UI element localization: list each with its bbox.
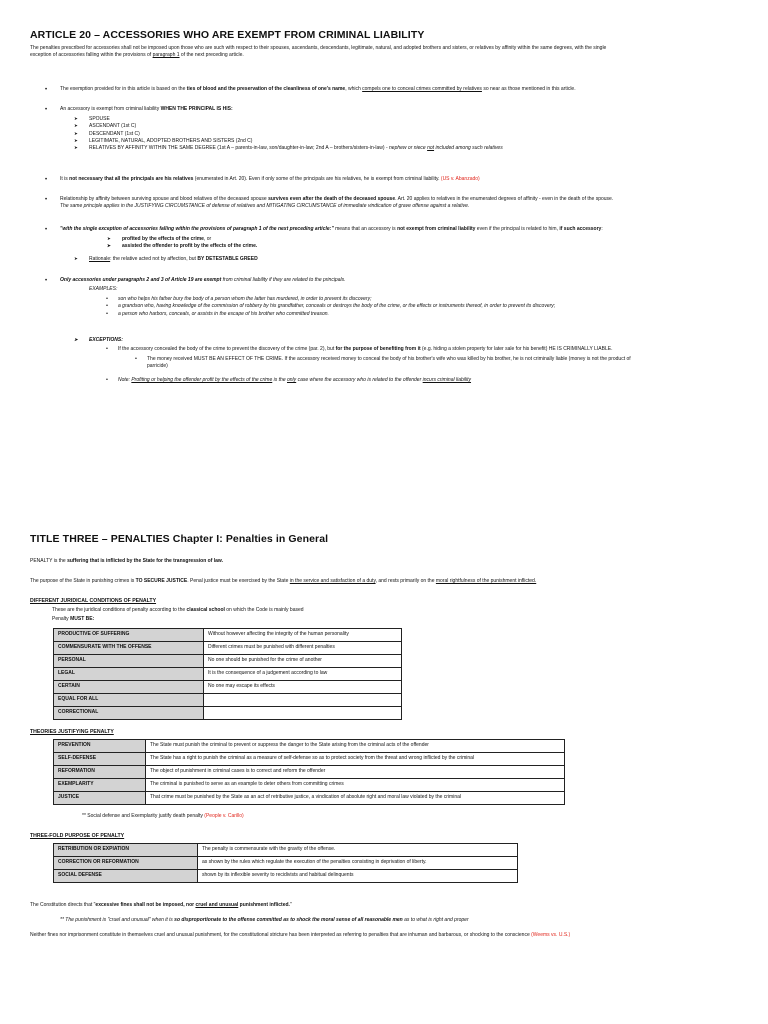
table-value-cell: The State must punish the criminal to prevent or suppress the danger to the State arising from the criminal acts of the offender — [146, 740, 565, 753]
condition-row — [54, 681, 402, 694]
table-value-cell: That crime must be punished by the State as an act of retributive justice, a vindication of absolute right and moral law violated by the criminal — [146, 792, 565, 805]
relative-item: ➤ ASCENDANT (1st C) — [89, 123, 739, 130]
table-value-cell: shown by its inflexible severity to recidivists and habitual delinquents — [198, 870, 518, 883]
table-key-cell: COMMENSURATE WITH THE OFFENSE — [54, 642, 204, 655]
table-key-cell: EQUAL FOR ALL — [54, 694, 204, 707]
example-item: • a person who harbors, conceals, or assists in the escape of his brother who committed treason. — [118, 311, 738, 318]
article-intro: The penalties prescribed for accessories shall not be imposed upon those who are such with respect to their spouses, ascendants, descendants, legitimate, natural, and adopted brothers and sisters, or relatives by affinity within the same degrees, with the single exception of accessories falling within the provisions of paragraph 1 of the next preceding article. — [30, 45, 607, 59]
exceptions-label: ➤ EXCEPTIONS: — [89, 337, 123, 344]
bullet-only-accessories: • Only accessories under paragraphs 2 and 3 of Article 19 are exempt from criminal liability if they are related to the principals. — [60, 277, 740, 284]
table-key-cell: CORRECTION OR REFORMATION — [54, 857, 198, 870]
exception-conditions: ➤ profited by the effects of the crime, or ➤ assisted the offender to profit by the effects of the crime. — [122, 236, 722, 251]
examples-label: EXAMPLES: — [89, 286, 118, 292]
relative-item: ➤ DESCENDANT (1st C) — [89, 131, 739, 138]
theories-table — [53, 739, 565, 805]
condition-row — [54, 655, 402, 668]
table-value-cell: The criminal is punished to serve as an example to deter others from committing crimes — [146, 779, 565, 792]
must-be-line: Penalty MUST BE: — [52, 616, 95, 622]
table-value-cell: The penalty is commensurate with the gravity of the offense. — [198, 844, 518, 857]
table-key-cell: SELF-DEFENSE — [54, 753, 146, 766]
bullet-single-exception: • "with the single exception of accessories falling within the provisions of paragraph 1 of the next preceding article:" means that an accessory is not exempt from criminal liability even if the principal is related to him, if such accessory: — [60, 226, 740, 233]
table-key-cell: SOCIAL DEFENSE — [54, 870, 198, 883]
conditions-intro: These are the juridical conditions of penalty according to the classical school on which the Code is mainly based — [52, 607, 304, 613]
threefold-heading: THREE-FOLD PURPOSE OF PENALTY — [30, 833, 125, 839]
table-value-cell: The object of punishment in criminal cases is to correct and reform the offender — [146, 766, 565, 779]
theories-heading: THEORIES JUSTIFYING PENALTY — [30, 729, 114, 735]
neither-fines-line: Neither fines nor imprisonment constitute in themselves cruel and unusual punishment, for the constitutional stricture has been interpreted as referring to penalties that are inhuman and barbarous, or shocking to the conscience (Weems vs. U.S.) — [30, 932, 571, 938]
purpose-paragraph: The purpose of the State in punishing crimes is TO SECURE JUSTICE. Penal justice must be exercised by the State in the service and satisfaction of a duty, and rests primarily on the moral rightfulness of the punishment inflicted. — [30, 578, 537, 584]
condition-row — [54, 668, 402, 681]
condition-row — [54, 629, 402, 642]
article-title: ARTICLE 20 – ACCESSORIES WHO ARE EXEMPT FROM CRIMINAL LIABILITY — [30, 29, 425, 41]
table-key-cell: EXEMPLARITY — [54, 779, 146, 792]
table-value-cell: Without however affecting the integrity of the human personality — [204, 629, 402, 642]
table-key-cell: PERSONAL — [54, 655, 204, 668]
threefold-table — [53, 843, 518, 883]
conditions-table — [53, 628, 402, 720]
theory-row — [54, 753, 565, 766]
table-value-cell: The State has a right to punish the criminal as a measure of self-defense so as to protect society from the threat and wrong inflicted by the criminal — [146, 753, 565, 766]
purpose-row — [54, 844, 518, 857]
table-value-cell — [204, 694, 402, 707]
table-value-cell: Different crimes must be punished with different penalties — [204, 642, 402, 655]
relative-item-affinity: ➤ RELATIVES BY AFFINITY WITHIN THE SAME DEGREE (1st A – parents-in-law, son/daughter-in-law; 2nd A – brothers/sisters-in-law) - nephew or niece not included among such relatives — [89, 145, 739, 152]
example-item: • a grandson who, having knowledge of the commission of robbery by his grandfather, conceals or destroys the body of the crime, or the effects or instruments thereof, in order to prevent its discovery; — [118, 303, 738, 310]
rationale: ➤ Rationale: the relative acted not by affection, but BY DETESTABLE GREED — [89, 256, 729, 263]
penalty-definition: PENALTY is the suffering that is inflicted by the State for the transgression of law. — [30, 558, 224, 564]
purpose-row — [54, 870, 518, 883]
cruel-unusual-note: ** The punishment is "cruel and unusual" when it is so disproportionate to the offense committed as to shock the moral sense of all reasonable men as to what is right and proper — [60, 917, 469, 923]
note-item: • Note: Profiting or helping the offender profit by the effects of the crime is the only case where the accessory who is related to the offender incurs criminal liability — [118, 377, 738, 384]
table-key-cell: JUSTICE — [54, 792, 146, 805]
bullet-not-all-principals: • It is not necessary that all the principals are his relatives (enumerated in Art. 20). Even if only some of the principals are his relatives, he is exempt from criminal liability. (US v. Abanzado) — [60, 176, 740, 183]
example-item: • son who helps his father bury the body of a person whom the latter has murdered, in order to prevent its discovery; — [118, 296, 738, 303]
exception-item-1: • If the accessory concealed the body of the crime to prevent the discovery of the crime (par. 2), but for the purpose of benefiting from it (e.g. hiding a stolen property for later sale for his benefit) HE IS CRIMINALLY LIABLE. — [118, 346, 738, 353]
table-key-cell: LEGAL — [54, 668, 204, 681]
table-key-cell: PRODUCTIVE OF SUFFERING — [54, 629, 204, 642]
bullet-exempt-when: • An accessory is exempt from criminal liability WHEN THE PRINCIPAL IS HIS: — [60, 106, 740, 113]
table-key-cell: PREVENTION — [54, 740, 146, 753]
table-value-cell: as shown by the rules which regulate the execution of the penalties consisting in deprivation of liberty. — [198, 857, 518, 870]
conditions-heading: DIFFERENT JURIDICAL CONDITIONS OF PENALTY — [30, 598, 157, 604]
table-key-cell: CERTAIN — [54, 681, 204, 694]
condition-row — [54, 707, 402, 720]
table-key-cell: RETRIBUTION OR EXPIATION — [54, 844, 198, 857]
purpose-row — [54, 857, 518, 870]
theory-row — [54, 779, 565, 792]
theory-row — [54, 740, 565, 753]
table-value-cell: No one should be punished for the crime of another — [204, 655, 402, 668]
table-key-cell: CORRECTIONAL — [54, 707, 204, 720]
table-value-cell: It is the consequence of a judgement according to law — [204, 668, 402, 681]
relative-item: ➤ SPOUSE — [89, 116, 739, 123]
condition-row — [54, 642, 402, 655]
bullet-exemption-basis: • The exemption provided for in this article is based on the ties of blood and the preservation of the cleanliness of one's name, which compels one to conceal crimes committed by relatives so near as those mentioned in this article. — [60, 86, 740, 93]
theory-row — [54, 766, 565, 779]
table-value-cell: No one may escape its effects — [204, 681, 402, 694]
exception-sub-item: • The money received MUST BE AN EFFECT OF THE CRIME. If the accessory received money to conceal the body of his brother's wife who was killed by his brother, he is not criminally liable (money is not the product of parricide) — [147, 356, 737, 371]
bullet-affinity-survives: • Relationship by affinity between surviving spouse and blood relatives of the deceased spouse survives even after the death of the deceased spouse. Art. 20 applies to relatives in the enumerated degrees of affinity - even in the death of the spouse. The same principle applies in the JUSTIFYING CIRCUMSTANCE of defense of relatives and MITIGATING CIRCUMSTANCE of immediate vindication of grave offense against a relative. — [60, 196, 740, 211]
theories-note: ** Social defense and Exemplarity justify death penalty (People v. Carillo) — [82, 813, 244, 819]
constitution-line: The Constitution directs that "excessive fines shall not be imposed, nor cruel and unusual punishment inflicted." — [30, 902, 292, 908]
table-key-cell: REFORMATION — [54, 766, 146, 779]
condition-row — [54, 694, 402, 707]
table-value-cell — [204, 707, 402, 720]
title-three-heading: TITLE THREE – PENALTIES Chapter I: Penalties in General — [30, 533, 329, 545]
relatives-list — [89, 116, 739, 152]
examples-list — [118, 296, 738, 318]
relative-item: ➤ LEGITIMATE, NATURAL, ADOPTED BROTHERS AND SISTERS (2nd C) — [89, 138, 739, 145]
theory-row — [54, 792, 565, 805]
